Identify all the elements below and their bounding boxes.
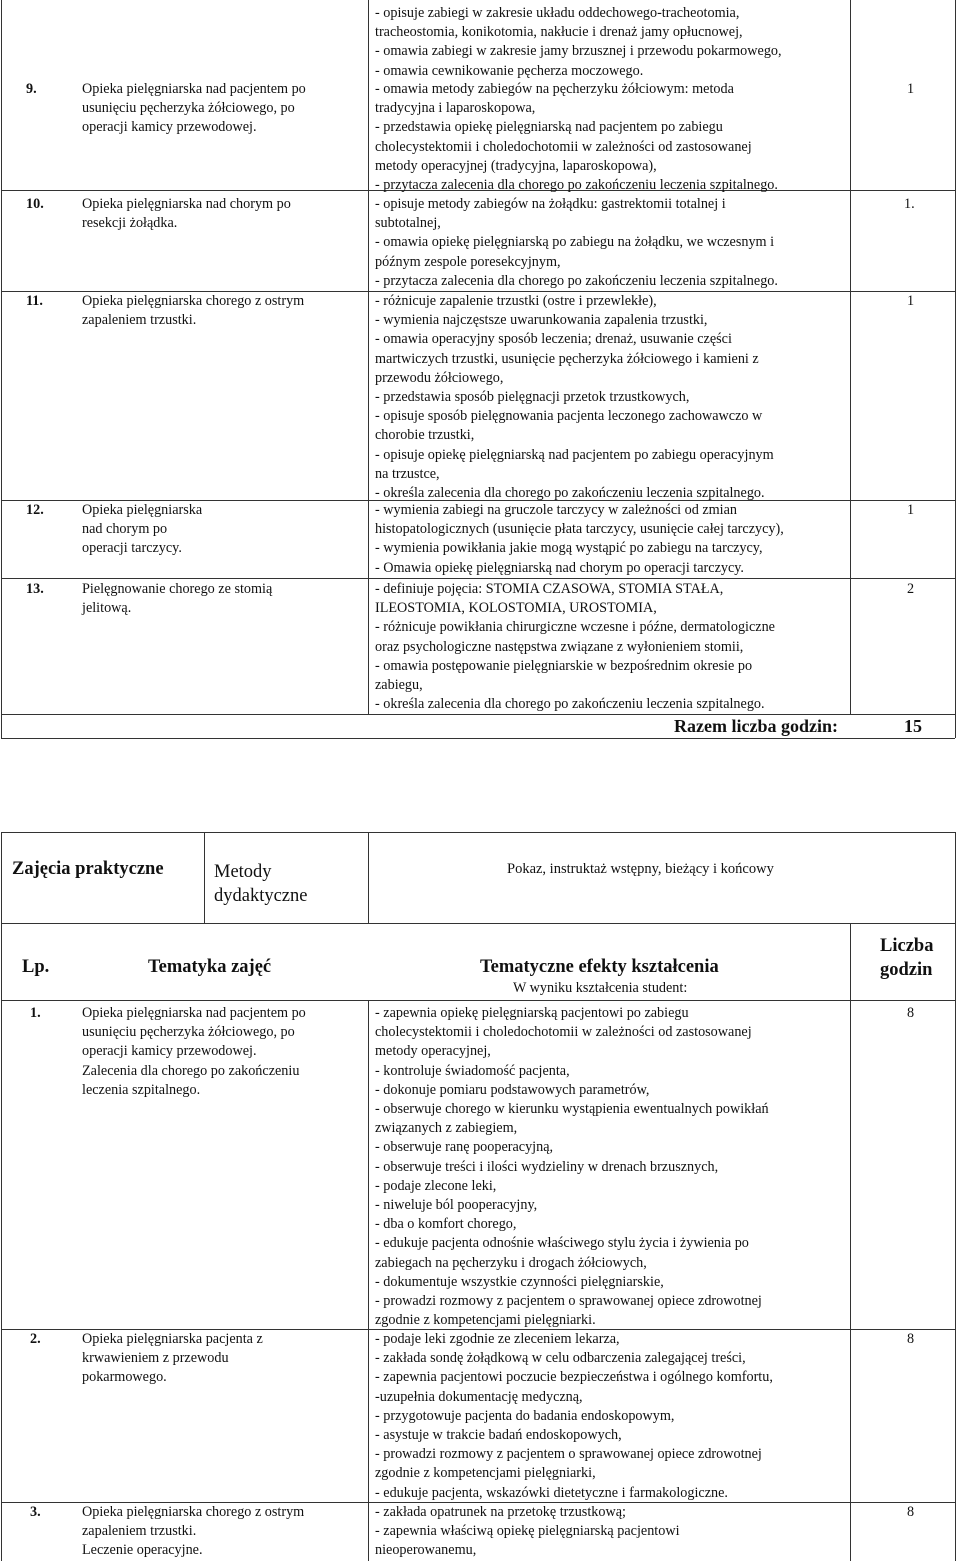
- column-header-topic: Tematyka zajęć: [148, 957, 272, 977]
- row-number: 2.: [30, 1331, 41, 1347]
- effects-cell: [375, 292, 774, 503]
- column-divider: [204, 832, 205, 923]
- row-number: 13.: [26, 581, 44, 597]
- practical-label: Zajęcia praktyczne: [12, 859, 164, 879]
- table-top-border: [1, 832, 955, 833]
- effect-line: subtotalnej,: [375, 215, 441, 232]
- effect-line: - dokonuje pomiaru podstawowych parametrów,: [375, 1081, 650, 1098]
- effect-line: metody operacyjnej,: [375, 1043, 491, 1060]
- effects-cell: [375, 1004, 769, 1330]
- effect-line: - prowadzi rozmowy z pacjentem o sprawowanej opiece zdrowotnej: [375, 1446, 762, 1463]
- border-left: [1, 832, 2, 1561]
- effect-line: zabiegach na pęcherzyku i drogach żółciowych,: [375, 1254, 647, 1271]
- topic-line: nad chorym po: [82, 521, 168, 538]
- hours-header-line: Liczba: [880, 936, 934, 956]
- effect-line: - dokumentuje wszystkie czynności pielęgniarskie,: [375, 1273, 664, 1290]
- effect-line: metody operacyjnej (tradycyjna, laparoskopowa),: [375, 157, 657, 174]
- topic-line: Opieka pielęgniarska nad chorym po: [82, 196, 291, 212]
- effect-line: - asystuje w trakcie badań endoskopowych,: [375, 1427, 622, 1444]
- effect-line: - wymienia zabiegi na gruczole tarczycy w zależności od zmian: [375, 502, 738, 518]
- effect-line: - zapewnia właściwą opiekę pielęgniarską pacjentowi: [375, 1523, 680, 1540]
- effect-line: - opisuje metody zabiegów na żołądku: gastrektomii totalnej i: [375, 196, 726, 212]
- effect-line: - opisuje zabiegi w zakresie układu oddechowego-tracheotomia,: [375, 5, 740, 21]
- topic-line: Opieka pielęgniarska nad pacjentem po: [82, 81, 306, 97]
- effect-line: zgodnie z kompetencjami pielęgniarki,: [375, 1465, 596, 1482]
- topic-cell: [82, 1503, 304, 1561]
- effect-line: - określa zalecenia dla chorego po zakończeniu leczenia szpitalnego.: [375, 696, 765, 713]
- topic-line: Leczenie operacyjne.: [82, 1542, 203, 1559]
- effect-line: - wymienia najczęstsze uwarunkowania zapalenia trzustki,: [375, 312, 708, 329]
- topic-cell: [82, 501, 202, 559]
- methods-label-line: Metody: [214, 862, 272, 882]
- effect-line: - kontroluje świadomość pacjenta,: [375, 1062, 570, 1079]
- column-divider: [850, 923, 851, 1561]
- effect-line: - różnicuje zapalenie trzustki (ostre i przewlekłe),: [375, 293, 657, 309]
- effect-line: tradycyjna i laparoskopowa,: [375, 100, 536, 117]
- border-left: [1, 0, 2, 738]
- topic-line: Pielęgnowanie chorego ze stomią: [82, 581, 273, 597]
- effect-line: związanych z zabiegiem,: [375, 1120, 518, 1137]
- effects-cell: [375, 80, 778, 195]
- topic-line: operacji kamicy przewodowej.: [82, 1043, 257, 1060]
- effect-line: - prowadzi rozmowy z pacjentem o sprawowanej opiece zdrowotnej: [375, 1293, 762, 1310]
- effects-cell: [375, 501, 784, 578]
- column-divider: [368, 832, 369, 923]
- row-number: 1.: [30, 1005, 41, 1021]
- effect-line: martwiczych trzustki, usunięcie pęcherzyka żółciowego i kamieni z: [375, 350, 759, 367]
- row-number: 10.: [26, 196, 44, 212]
- hours-cell: 1: [907, 502, 915, 518]
- total-value: 15: [904, 716, 922, 736]
- effect-line: - omawia zabiegi w zakresie jamy brzusznej i przewodu pokarmowego,: [375, 43, 782, 60]
- column-header-lp: Lp.: [22, 957, 50, 977]
- border-right: [955, 0, 956, 738]
- topic-line: krwawieniem z przewodu: [82, 1350, 229, 1367]
- topic-cell: [82, 195, 291, 233]
- hours-cell: 8: [907, 1504, 915, 1520]
- border-right: [955, 832, 956, 1561]
- row-number: 11.: [26, 293, 43, 309]
- effect-line: - dba o komfort chorego,: [375, 1216, 517, 1233]
- effect-line: - obserwuje chorego w kierunku wystąpienia ewentualnych powikłań: [375, 1101, 769, 1118]
- effect-line: - określa zalecenia dla chorego po zakończeniu leczenia szpitalnego.: [375, 485, 765, 502]
- effect-line: - edukuje pacjenta, wskazówki dietetyczne i farmakologiczne.: [375, 1484, 728, 1501]
- column-header-effects-sub: W wyniku kształcenia student:: [513, 980, 688, 996]
- column-divider: [368, 0, 369, 714]
- effect-line: - podaje leki zgodnie ze zleceniem lekarza,: [375, 1331, 620, 1347]
- row-divider: [1, 923, 955, 924]
- effect-line: - różnicuje powikłania chirurgiczne wczesne i późne, dermatologiczne: [375, 619, 775, 636]
- topic-line: Zalecenia dla chorego po zakończeniu: [82, 1062, 300, 1079]
- effect-line: - przedstawia opiekę pielęgniarską nad pacjentem po zabiegu: [375, 119, 723, 136]
- effect-line: histopatologicznych (usunięcie płata tarczycy, usunięcie całej tarczycy),: [375, 521, 784, 538]
- effect-line: - opisuje opiekę pielęgniarską nad pacjentem po zabiegu operacyjnym: [375, 446, 774, 463]
- topic-line: operacji tarczycy.: [82, 540, 182, 557]
- topic-line: usunięciu pęcherzyka żółciowego, po: [82, 100, 295, 117]
- row-number: 3.: [30, 1504, 41, 1520]
- effect-line: późnym zespole poresekcyjnym,: [375, 253, 561, 270]
- topic-line: pokarmowego.: [82, 1369, 167, 1386]
- effect-line: zabiegu,: [375, 677, 423, 694]
- effect-line: nieoperowanemu,: [375, 1542, 477, 1559]
- effect-line: przewodu żółciowego,: [375, 369, 504, 386]
- effect-line: - obserwuje ranę pooperacyjną,: [375, 1139, 554, 1156]
- total-label: Razem liczba godzin:: [674, 716, 838, 736]
- topic-line: usunięciu pęcherzyka żółciowego, po: [82, 1024, 295, 1041]
- effect-line: - definiuje pojęcia: STOMIA CZASOWA, STOMIA STAŁA,: [375, 581, 724, 597]
- topic-line: Opieka pielęgniarska chorego z ostrym: [82, 1504, 305, 1520]
- topic-cell: [82, 1004, 306, 1100]
- row-number: 9.: [26, 81, 37, 97]
- topic-cell: [82, 80, 306, 138]
- effect-line: -uzupełnia dokumentację medyczną,: [375, 1388, 583, 1405]
- effect-line: oraz psychologiczne następstwa związane z wyłonieniem stomii,: [375, 638, 744, 655]
- effect-line: chorobie trzustki,: [375, 427, 475, 444]
- effects-cell: [375, 195, 778, 291]
- effect-line: - opisuje sposób pielęgnowania pacjenta leczonego zachowawczo w: [375, 408, 763, 425]
- effects-cell: [375, 1503, 680, 1561]
- topic-line: Opieka pielęgniarska pacjenta z: [82, 1331, 263, 1347]
- effect-line: - przytacza zalecenia dla chorego po zakończeniu leczenia szpitalnego.: [375, 272, 778, 289]
- topic-cell: [82, 1330, 263, 1388]
- topic-line: resekcji żołądka.: [82, 215, 178, 232]
- effect-line: cholecystektomii i choledochotomii w zależności od zastosowanej: [375, 1024, 752, 1041]
- effect-line: cholecystektomii i choledochotomii w zależności od zastosowanej: [375, 138, 752, 155]
- effect-line: - zakłada opatrunek na przetokę trzustkową;: [375, 1504, 626, 1520]
- effect-line: - omawia cewnikowanie pęcherza moczowego.: [375, 62, 644, 79]
- effect-line: - podaje zlecone leki,: [375, 1177, 497, 1194]
- effect-line: - Omawia opiekę pielęgniarską nad chorym po operacji tarczycy.: [375, 559, 744, 576]
- effect-line: - niweluje ból pooperacyjny,: [375, 1197, 538, 1214]
- effect-line: tracheostomia, konikotomia, nakłucie i drenaż jamy opłucnowej,: [375, 24, 743, 41]
- topic-line: operacji kamicy przewodowej.: [82, 119, 257, 136]
- effect-line: zgodnie z kompetencjami pielęgniarki.: [375, 1312, 596, 1329]
- topic-line: zapaleniem trzustki.: [82, 1523, 197, 1540]
- topic-line: Opieka pielęgniarska nad pacjentem po: [82, 1005, 306, 1021]
- effect-line: na trzustce,: [375, 465, 440, 482]
- effect-line: - zapewnia pacjentowi poczucie bezpieczeństwa i ogólnego komfortu,: [375, 1369, 773, 1386]
- hours-cell: 8: [907, 1331, 915, 1347]
- effect-line: - przygotowuje pacjenta do badania endoskopowym,: [375, 1407, 675, 1424]
- column-header-hours: [880, 934, 933, 982]
- topic-line: leczenia szpitalnego.: [82, 1081, 201, 1098]
- effect-line: - omawia operacyjny sposób leczenia; drenaż, usuwanie części: [375, 331, 732, 348]
- effect-line: - omawia metody zabiegów na pęcherzyku żółciowym: metoda: [375, 81, 734, 97]
- hours-cell: 2: [907, 581, 915, 597]
- row-number: 12.: [26, 502, 44, 518]
- effects-cell: [375, 4, 782, 81]
- effect-line: - edukuje pacjenta odnośnie właściwego stylu życia i żywienia po: [375, 1235, 749, 1252]
- effect-line: - omawia postępowanie pielęgniarskie w bezpośrednim okresie po: [375, 657, 753, 674]
- column-divider: [850, 0, 851, 714]
- effect-line: - zakłada sondę żołądkową w celu odbarczenia zalegającej treści,: [375, 1350, 746, 1367]
- hours-header-line: godzin: [880, 960, 933, 980]
- methods-label: [214, 860, 308, 908]
- effect-line: - zapewnia opiekę pielęgniarską pacjentowi po zabiegu: [375, 1005, 689, 1021]
- hours-cell: 1: [907, 81, 915, 97]
- effect-line: - wymienia powikłania jakie mogą wystąpić po zabiegu na tarczycy,: [375, 540, 763, 557]
- effect-line: - przedstawia sposób pielęgnacji przetok trzustkowych,: [375, 389, 690, 406]
- topic-cell: [82, 580, 272, 618]
- methods-value: Pokaz, instruktaż wstępny, bieżący i końcowy: [507, 861, 774, 877]
- topic-line: jelitową.: [82, 600, 132, 617]
- effect-line: - przytacza zalecenia dla chorego po zakończeniu leczenia szpitalnego.: [375, 177, 778, 194]
- row-divider: [1, 1000, 955, 1001]
- column-header-effects: Tematyczne efekty kształcenia: [480, 957, 719, 977]
- hours-cell: 1.: [904, 196, 915, 212]
- hours-cell: 8: [907, 1005, 915, 1021]
- topic-line: Opieka pielęgniarska: [82, 502, 203, 518]
- topic-line: zapaleniem trzustki.: [82, 312, 197, 329]
- topic-line: Opieka pielęgniarska chorego z ostrym: [82, 293, 305, 309]
- effect-line: - obserwuje treści i ilości wydzieliny w drenach brzusznych,: [375, 1158, 719, 1175]
- row-divider: [1, 578, 955, 579]
- column-divider: [368, 1000, 369, 1561]
- effects-cell: [375, 580, 775, 714]
- effects-cell: [375, 1330, 773, 1503]
- effect-line: - omawia opiekę pielęgniarską po zabiegu na żołądku, we wczesnym i: [375, 234, 775, 251]
- row-divider: [1, 738, 955, 739]
- topic-cell: [82, 292, 304, 330]
- hours-cell: 1: [907, 293, 915, 309]
- methods-label-line: dydaktyczne: [214, 886, 308, 906]
- effect-line: ILEOSTOMIA, KOLOSTOMIA, UROSTOMIA,: [375, 600, 657, 617]
